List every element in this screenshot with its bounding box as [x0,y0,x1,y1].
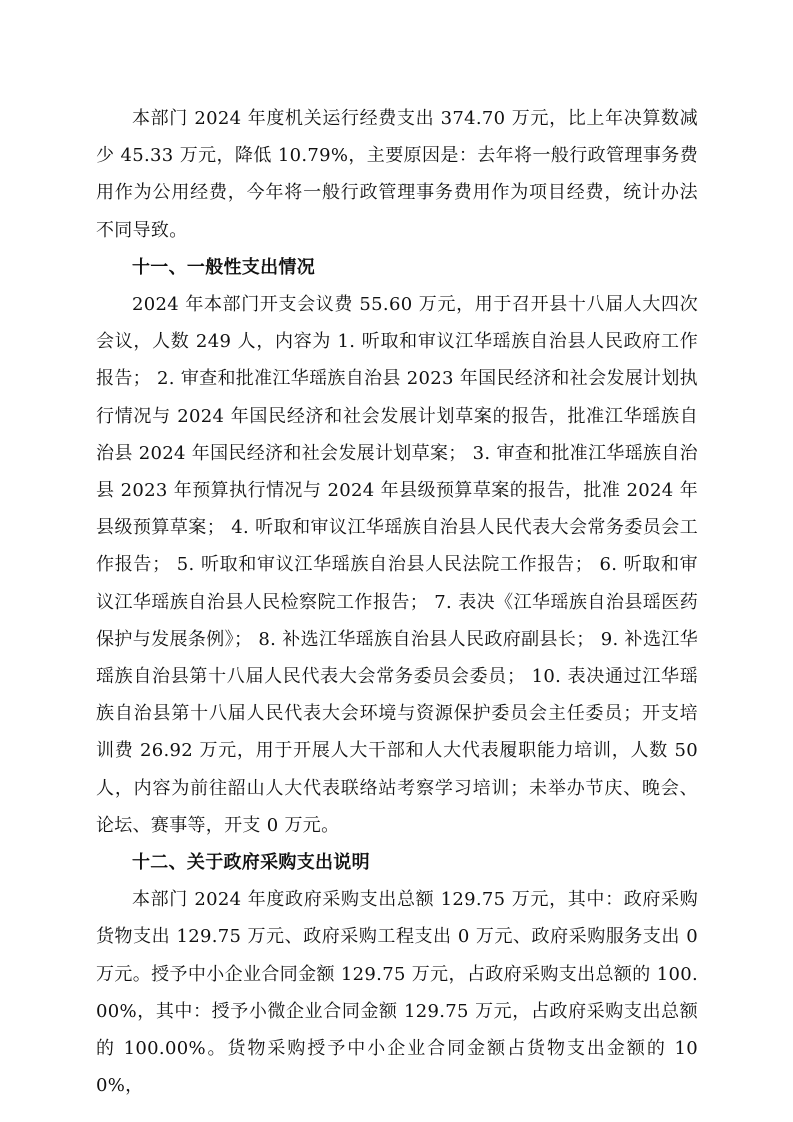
paragraph-general-expenditure: 2024 年本部门开支会议费 55.60 万元，用于召开县十八届人大四次会议，人数 249 人，内容为 1. 听取和审议江华瑶族自治县人民政府工作报告； 2. 审查和批准江华瑶族自治县 2023 年国民经济和社会发展计划执行情况与 2024 年国民经济和社会发展计划草案的报告，批准江华瑶族自治县 2024 年国民经济和社会发展计划草案； 3. 审查和批准江华瑶族自治县 2023 年预算执行情况与 2024 年县级预算草案的报告，批准 2024 年县级预算草案； 4. 听取和审议江华瑶族自治县人民代表大会常务委员会工作报告； 5. 听取和审议江华瑶族自治县人民法院工作报告； 6. 听取和审议江华瑶族自治县人民检察院工作报告； 7. 表决《江华瑶族自治县瑶医药保护与发展条例》； 8. 补选江华瑶族自治县人民政府副县长； 9. 补选江华瑶族自治县第十八届人民代表大会常务委员会委员； 10. 表决通过江华瑶族自治县第十八届人民代表大会环境与资源保护委员会主任委员；开支培训费 26.92 万元，用于开展人大干部和人大代表履职能力培训，人数 50 人，内容为前往韶山人大代表联络站考察学习培训；未举办节庆、晚会、论坛、赛事等，开支 0 万元。 [96,294,698,836]
paragraph-government-procurement: 本部门 2024 年度政府采购支出总额 129.75 万元，其中：政府采购货物支出 129.75 万元、政府采购工程支出 0 万元、政府采购服务支出 0 万元。授予中小企业合同金额 129.75 万元，占政府采购支出总额的 100.00%，其中：授予小微企业合同金额 129.75 万元，占政府采购支出总额的 100.00%。货物采购授予中小企业合同金额占货物支出金额的 100%， [96,889,698,1097]
document-body [96,100,698,1104]
section-heading-government-procurement: 十二、关于政府采购支出说明 [132,852,370,874]
section-heading-general-expenditure: 十一、一般性支出情况 [132,256,315,278]
paragraph-operating-expenses: 本部门 2024 年度机关运行经费支出 374.70 万元，比上年决算数减少 45.33 万元，降低 10.79%，主要原因是：去年将一般行政管理事务费用作为公用经费，今年将一般行政管理事务费用作为项目经费，统计办法不同导致。 [96,108,698,241]
